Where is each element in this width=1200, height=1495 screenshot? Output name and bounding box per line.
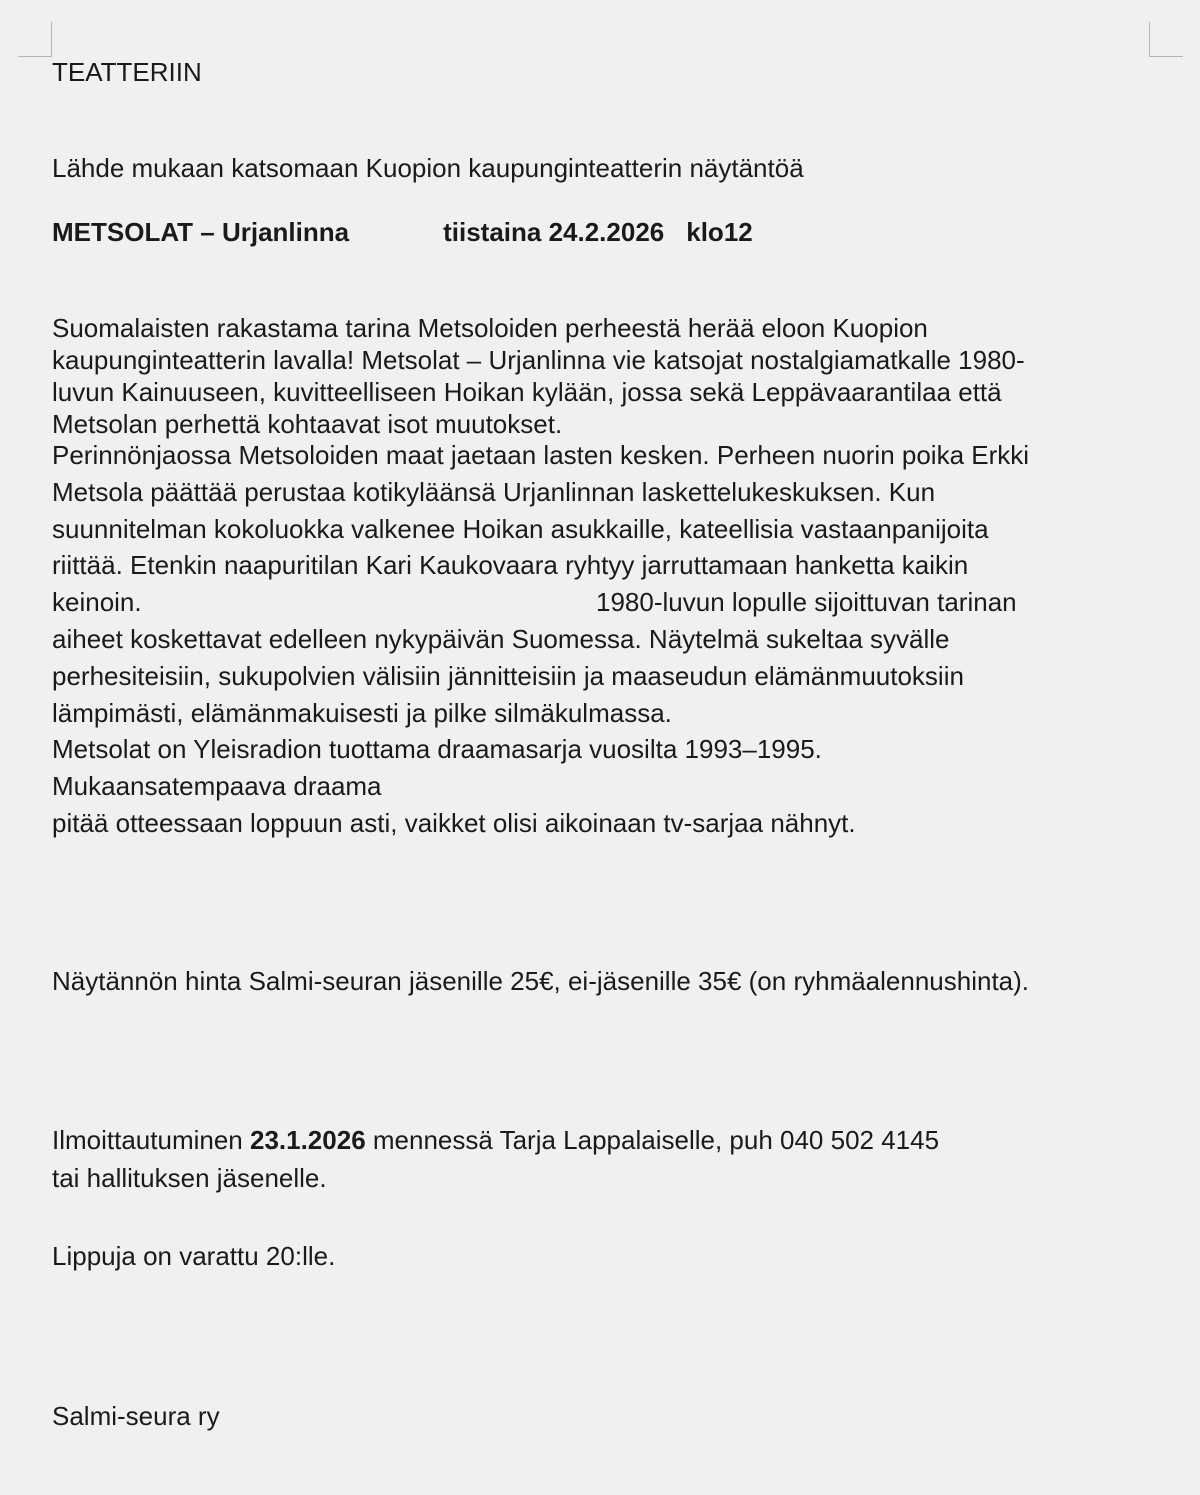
text-line: lämpimästi, elämänmakuisesti ja pilke silmäkulmassa.: [52, 697, 672, 728]
show-time: klo12: [686, 217, 753, 247]
text-line: Perinnönjaossa Metsoloiden maat jaetaan lasten kesken. Perheen nuorin poika Erkki: [52, 440, 1030, 470]
text-line-split: [52, 586, 1029, 623]
description-paragraph-2: [52, 439, 1029, 844]
show-title: METSOLAT – Urjanlinna: [52, 217, 350, 247]
registration-prefix: Ilmoittautuminen: [52, 1125, 250, 1155]
description-paragraph-1: [52, 312, 1025, 440]
text-line: aiheet koskettavat edelleen nykypäivän Suomessa. Näytelmä sukeltaa syvälle: [52, 623, 950, 654]
registration-suffix: mennessä Tarja Lappalaiselle, puh 040 502 4145: [365, 1125, 940, 1155]
text-line: perhesiteisiin, sukupolvien välisiin jännitteisiin ja maaseudun elämänmuutoksiin: [52, 660, 964, 691]
text-line: Suomalaisten rakastama tarina Metsoloiden perheestä herää eloon Kuopion: [52, 313, 928, 343]
text-line: Metsolan perhettä kohtaavat isot muutokset.: [52, 409, 563, 439]
text-line: suunnitelman kokoluokka valkenee Hoikan asukkaille, kateellisia vastaanpanijoita: [52, 513, 989, 544]
text-line: Metsola päättää perustaa kotikyläänsä Urjanlinnan laskettelukeskuksen. Kun: [52, 476, 936, 507]
keinoin-continuation: 1980-luvun lopulle sijoittuvan tarinan: [596, 587, 1017, 618]
price-text: Näytännön hinta Salmi-seuran jäsenille 25€, ei-jäsenille 35€ (on ryhmäalennushinta).: [52, 966, 1030, 996]
text-line: Mukaansatempaava draama: [52, 771, 382, 802]
registration-line-2: tai hallituksen jäsenelle.: [52, 1163, 327, 1193]
intro-text: Lähde mukaan katsomaan Kuopion kaupunginteatterin näytäntöä: [52, 153, 804, 183]
keinoin-text: keinoin.: [52, 587, 142, 618]
signature: Salmi-seura ry: [52, 1401, 220, 1431]
text-line: riittää. Etenkin naapuritilan Kari Kaukovaara ryhtyy jarruttamaan hanketta kaikin: [52, 550, 969, 581]
registration-line: [52, 1124, 939, 1156]
tickets-text: Lippuja on varattu 20:lle.: [52, 1241, 336, 1271]
document-heading: TEATTERIIN: [52, 57, 202, 87]
text-line: kaupunginteatterin lavalla! Metsolat – Urjanlinna vie katsojat nostalgiamatkalle 1980-: [52, 345, 1025, 375]
show-info-line: [52, 216, 753, 248]
show-date: tiistaina 24.2.2026: [443, 217, 665, 247]
text-line: luvun Kainuuseen, kuvitteelliseen Hoikan kylään, jossa sekä Leppävaarantilaa että: [52, 377, 1002, 407]
text-line: pitää otteessaan loppuun asti, vaikket olisi aikoinaan tv-sarjaa nähnyt.: [52, 807, 856, 838]
registration-deadline: 23.1.2026: [249, 1125, 366, 1155]
crop-mark-top-left: [18, 22, 52, 57]
crop-mark-top-right: [1149, 22, 1183, 57]
text-line: Metsolat on Yleisradion tuottama draamasarja vuosilta 1993–1995.: [52, 734, 822, 765]
